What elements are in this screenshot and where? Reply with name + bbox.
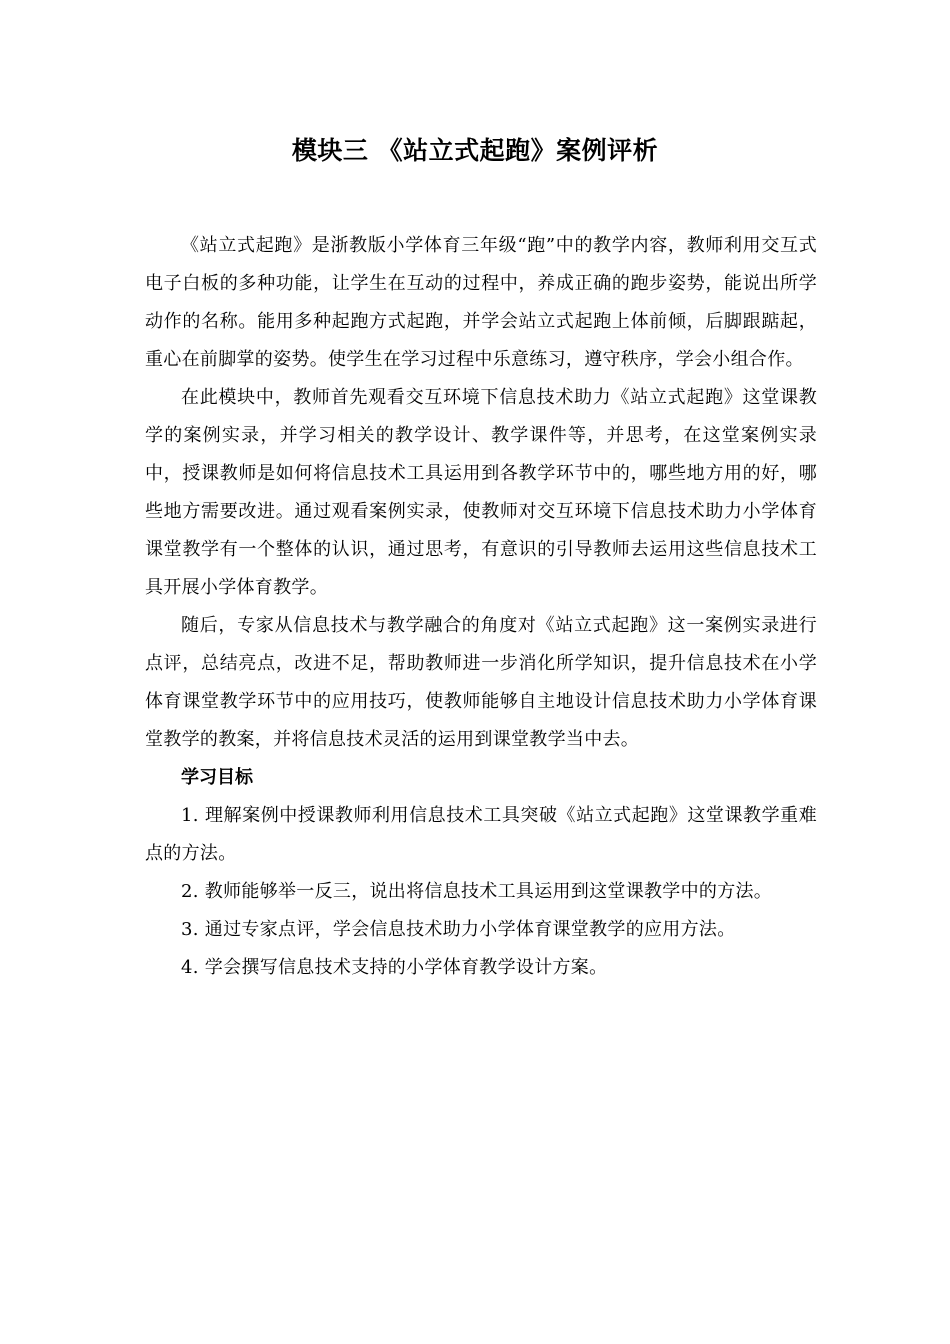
document-body bbox=[145, 227, 817, 987]
paragraph-expert: 随后，专家从信息技术与教学融合的角度对《站立式起跑》这一案例实录进行点评，总结亮点，改进不足，帮助教师进一步消化所学知识，提升信息技术在小学体育课堂教学环节中的应用技巧，使教师能够自主地设计信息技术助力小学体育课堂教学的教案，并将信息技术灵活的运用到课堂教学当中去。 bbox=[145, 615, 817, 750]
document-title: 模块三 《站立式起跑》案例评析 bbox=[291, 136, 659, 165]
objective-item-2: 2. 教师能够举一反三，说出将信息技术工具运用到这堂课教学中的方法。 bbox=[181, 881, 773, 902]
paragraph-module: 在此模块中，教师首先观看交互环境下信息技术助力《站立式起跑》这堂课教学的案例实录，并学习相关的教学设计、教学课件等，并思考，在这堂案例实录中，授课教师是如何将信息技术工具运用到各教学环节中的，哪些地方用的好，哪些地方需要改进。通过观看案例实录，使教师对交互环境下信息技术助力小学体育课堂教学有一个整体的认识，通过思考，有意识的引导教师去运用这些信息技术工具开展小学体育教学。 bbox=[145, 387, 817, 598]
objective-item-3: 3. 通过专家点评，学会信息技术助力小学体育课堂教学的应用方法。 bbox=[181, 919, 736, 940]
objectives-heading: 学习目标 bbox=[181, 767, 253, 788]
paragraph-intro: 《站立式起跑》是浙教版小学体育三年级“跑”中的教学内容，教师利用交互式电子白板的多种功能，让学生在互动的过程中，养成正确的跑步姿势，能说出所学动作的名称。能用多种起跑方式起跑，并学会站立式起跑上体前倾，后脚跟踮起，重心在前脚掌的姿势。使学生在学习过程中乐意练习，遵守秩序，学会小组合作。 bbox=[145, 235, 817, 370]
objective-item-4: 4. 学会撰写信息技术支持的小学体育教学设计方案。 bbox=[181, 957, 608, 978]
objective-item-1: 1. 理解案例中授课教师利用信息技术工具突破《站立式起跑》这堂课教学重难点的方法。 bbox=[145, 805, 817, 864]
